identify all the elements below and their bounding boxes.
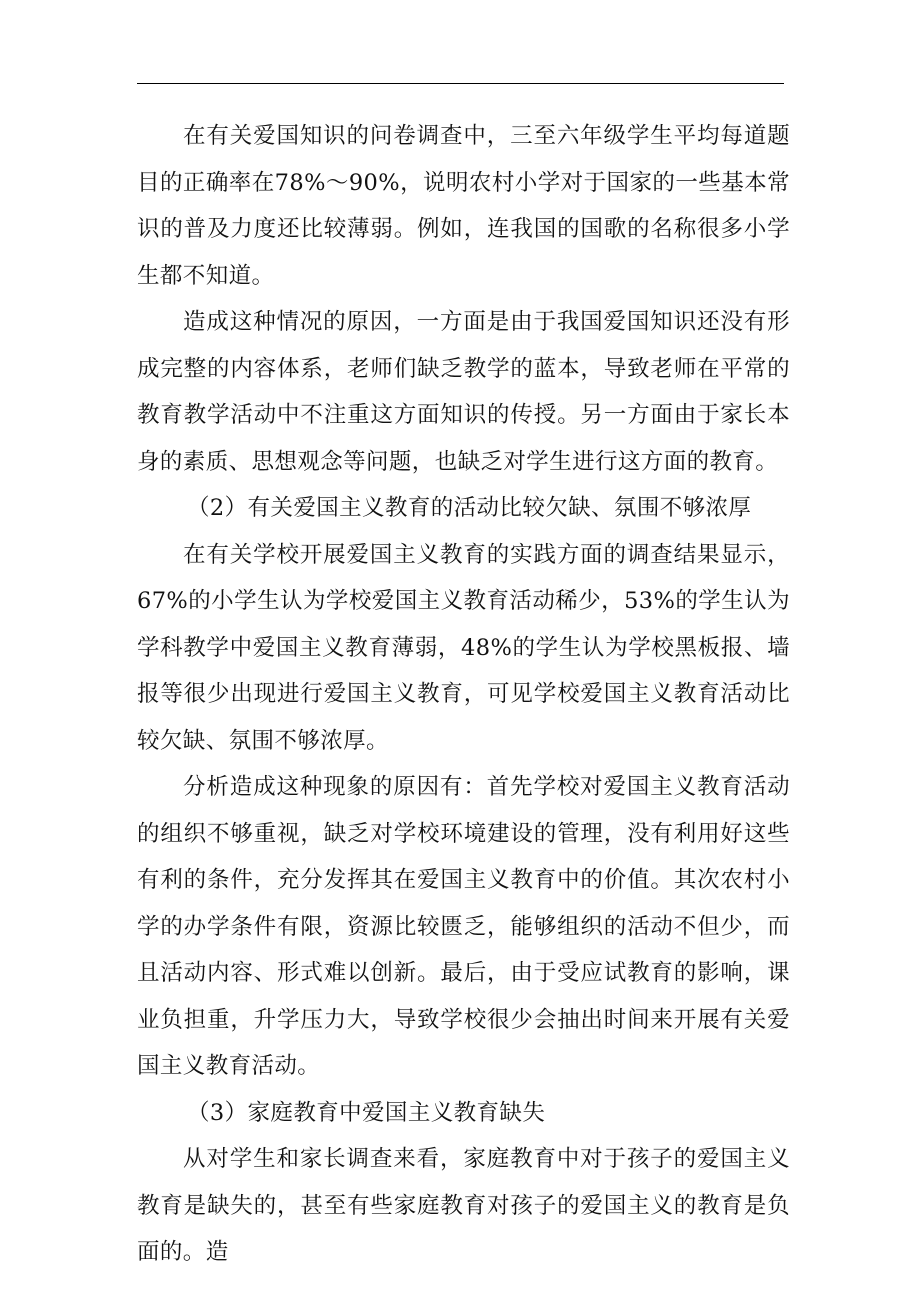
section-heading-3: （3）家庭教育中爱国主义教育缺失 [187, 1099, 546, 1126]
paragraph-analysis: 分析造成这种现象的原因有：首先学校对爱国主义教育活动的组织不够重视，缺乏对学校环境建设的管理，没有利用好这些有利的条件，充分发挥其在爱国主义教育中的价值。其次农村小学的办学条件有限，资源比较匮乏，能够组织的活动不但少，而且活动内容、形式难以创新。最后，由于受应试教育的影响，课业负担重，升学压力大，导致学校很少会抽出时间来开展有关爱国主义教育活动。 [137, 774, 790, 1079]
paragraph-survey-results: 在有关爱国知识的问卷调查中，三至六年级学生平均每道题目的正确率在78%～90%，说明农村小学对于国家的一些基本常识的普及力度还比较薄弱。例如，连我国的国歌的名称很多小学生都不知道。 [137, 123, 790, 289]
paragraph-family-education: 从对学生和家长调查来看，家庭教育中对于孩子的爱国主义教育是缺失的，甚至有些家庭教育对孩子的爱国主义的教育是负面的。造 [137, 1146, 790, 1265]
document-body [137, 113, 790, 1276]
header-rule [137, 83, 784, 84]
paragraph-school-practice: 在有关学校开展爱国主义教育的实践方面的调查结果显示，67%的小学生认为学校爱国主义教育活动稀少，53%的学生认为学科教学中爱国主义教育薄弱，48%的学生认为学校黑板报、墙报等很少出现进行爱国主义教育，可见学校爱国主义教育活动比较欠缺、氛围不够浓厚。 [137, 541, 790, 754]
paragraph-reasons: 造成这种情况的原因，一方面是由于我国爱国知识还没有形成完整的内容体系，老师们缺乏教学的蓝本，导致老师在平常的教育教学活动中不注重这方面知识的传授。另一方面由于家长本身的素质、思想观念等问题，也缺乏对学生进行这方面的教育。 [137, 309, 790, 475]
section-heading-2: （2）有关爱国主义教育的活动比较欠缺、氛围不够浓厚 [187, 495, 752, 521]
